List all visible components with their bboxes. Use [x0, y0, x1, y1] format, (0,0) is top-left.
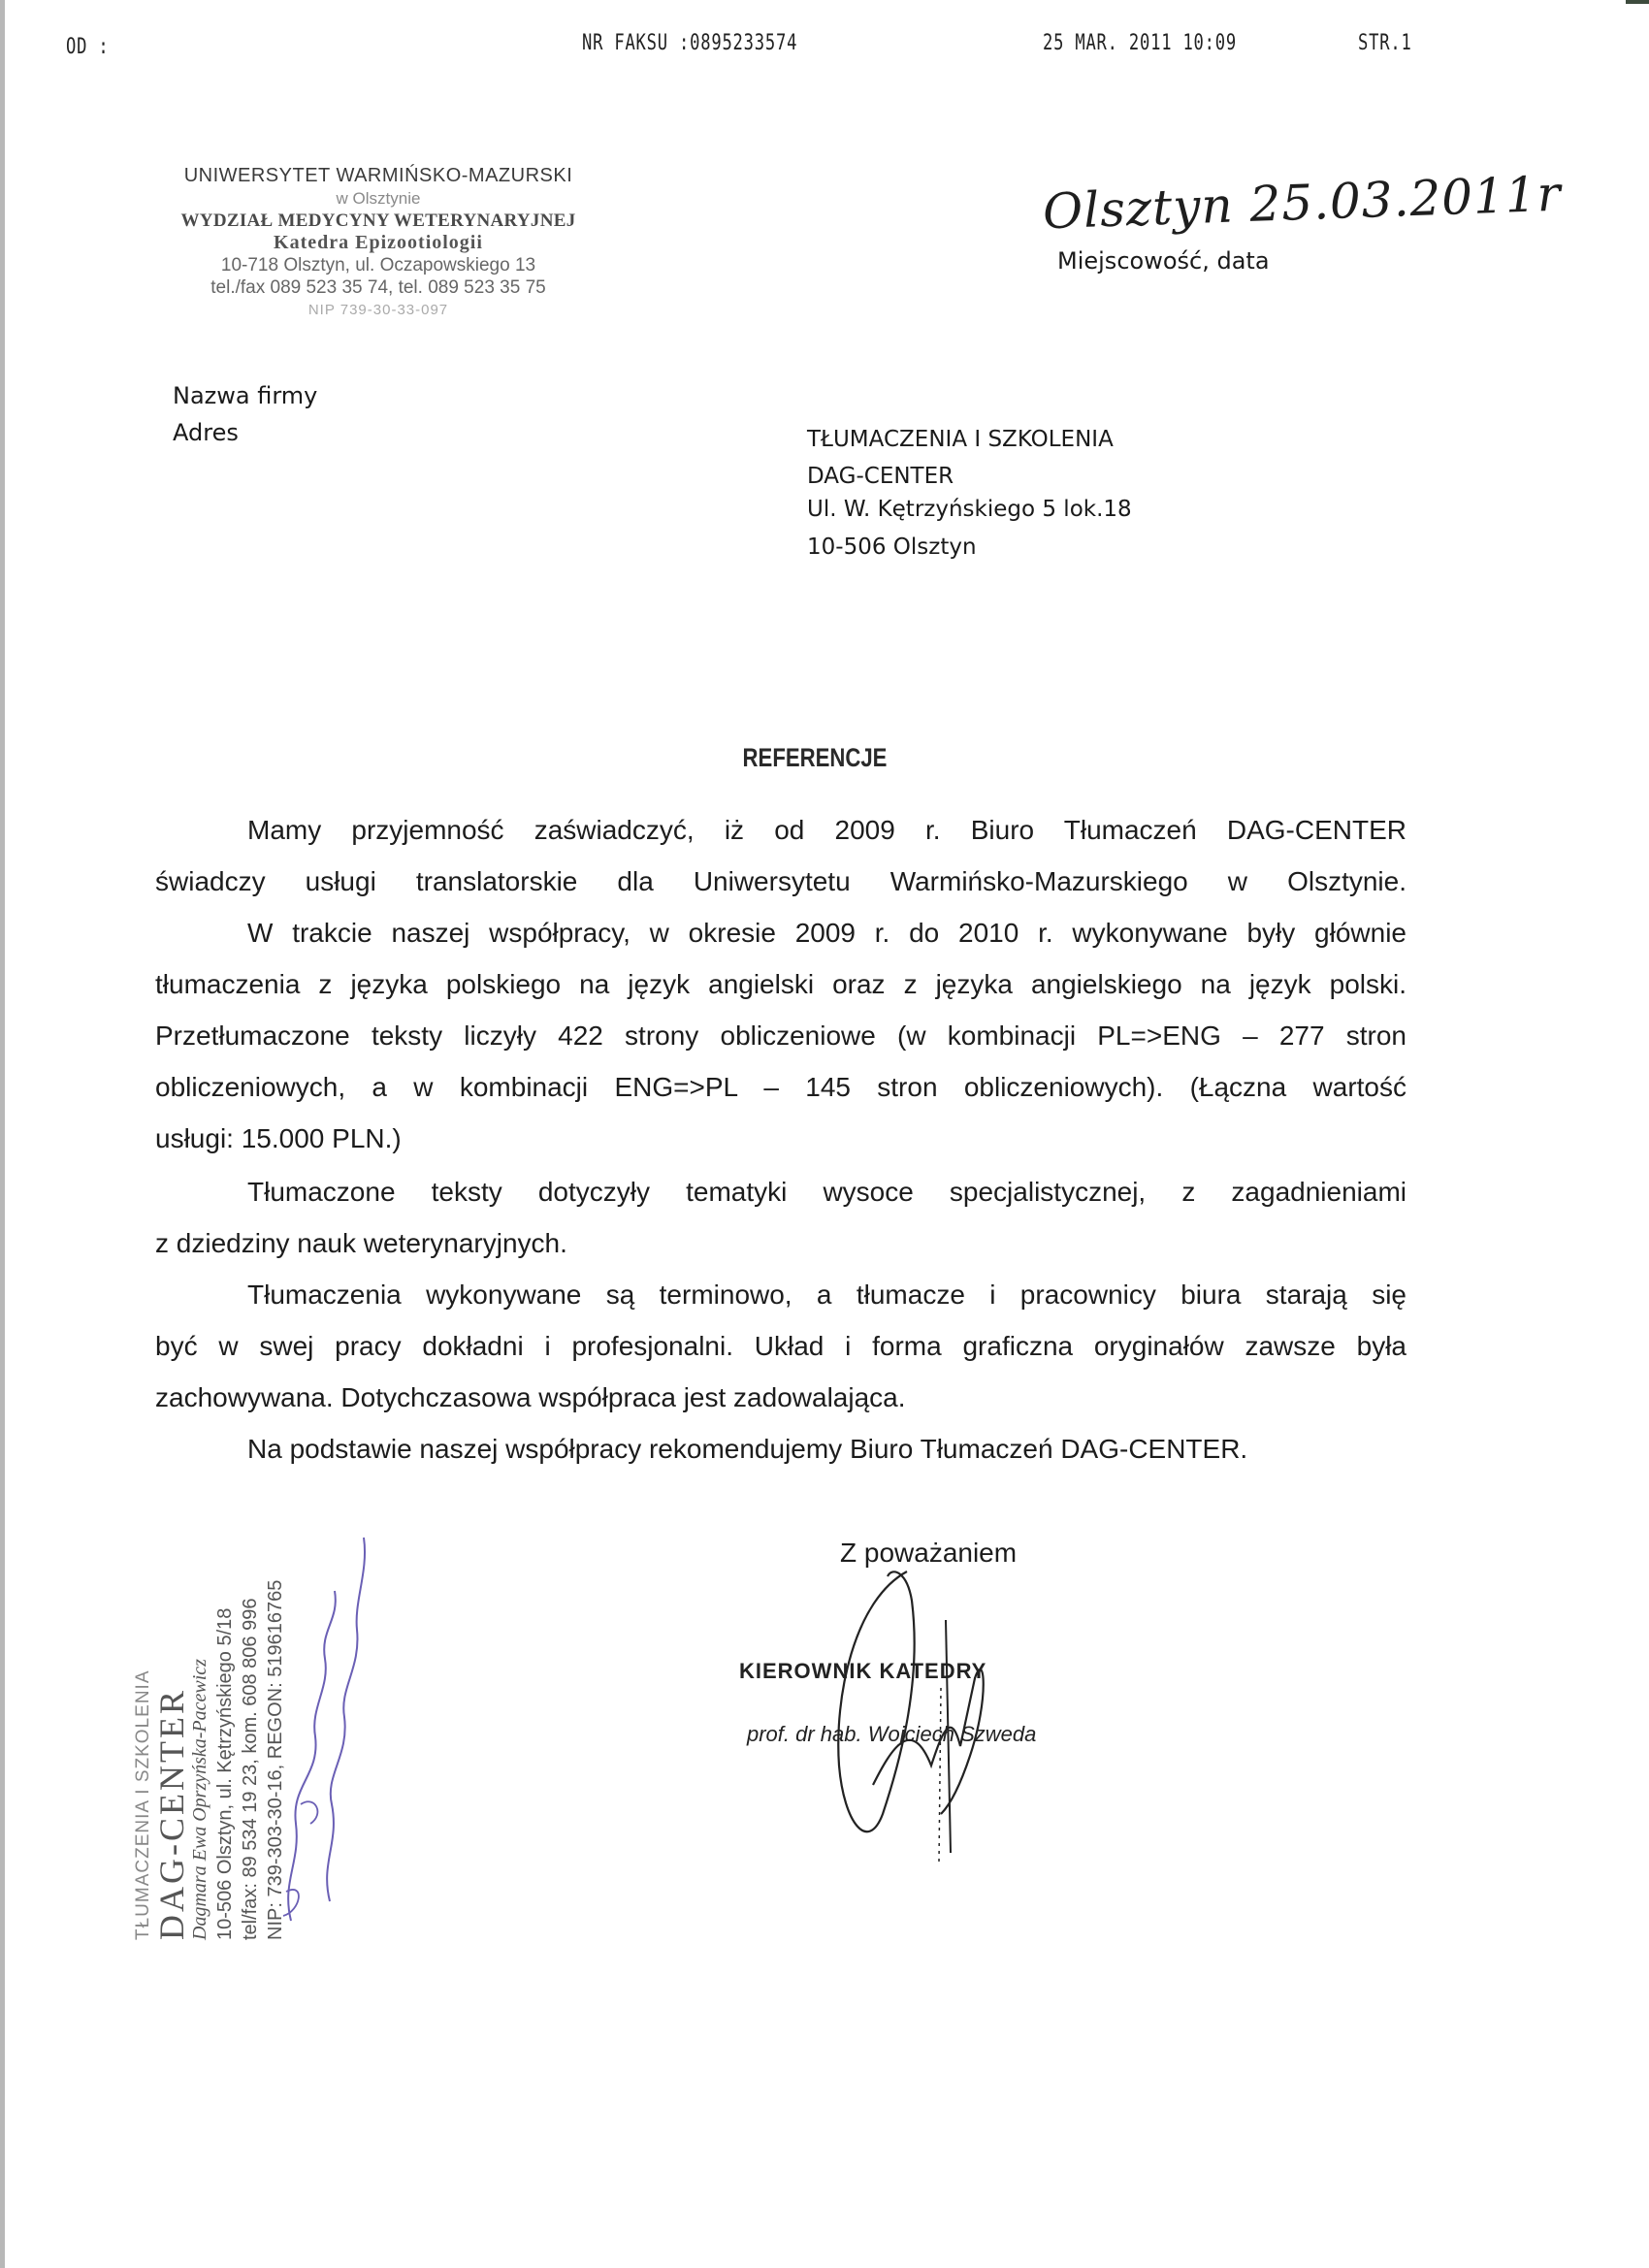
company-stamp-address: 10-506 Olsztyn, ul. Kętrzyńskiego 5/18: [214, 1607, 236, 1940]
body-line: Tłumaczenia wykonywane są terminowo, a tłumacze i pracownicy biura starają się: [247, 1280, 1406, 1310]
stamp-faculty: WYDZIAŁ MEDYCYNY WETERYNARYJNEJ: [180, 211, 576, 231]
stamp-address: 10-718 Olsztyn, ul. Oczapowskiego 13: [220, 255, 536, 275]
stamp-phone: tel./fax 089 523 35 74, tel. 089 523 35 75: [210, 277, 546, 298]
letter-title: REFERENCJE: [742, 743, 888, 772]
fax-from-label: OD :: [66, 35, 110, 59]
body-line: W trakcie naszej współpracy, w okresie 2009 r. do 2010 r. wykonywane były głównie: [247, 918, 1406, 948]
body-line: tłumaczenia z języka polskiego na język angielski oraz z języka angielskiego na język polski.: [155, 969, 1406, 999]
company-stamp-phone: tel/fax: 89 534 19 23, kom. 608 806 996: [240, 1598, 261, 1940]
university-stamp: [165, 165, 592, 321]
company-stamp-owner: Dagmara Ewa Oprzyńska-Pacewicz: [189, 1659, 210, 1940]
scan-edge: [0, 0, 5, 2268]
company-stamp: [131, 1523, 288, 1940]
company-stamp-line-1: TŁUMACZENIA I SZKOLENIA: [133, 1669, 153, 1940]
handwritten-certification: [272, 1533, 378, 1940]
scan-corner-mark: [1626, 0, 1649, 4]
company-stamp-name: DAG-CENTER: [152, 1688, 191, 1940]
body-line: z dziedziny nauk weterynaryjnych.: [155, 1228, 567, 1258]
body-line: Mamy przyjemność zaświadczyć, iż od 2009 r. Biuro Tłumaczeń DAG-CENTER: [247, 815, 1406, 845]
body-line: obliczeniowych, a w kombinacji ENG=>PL – 145 stron obliczeniowych). (Łączna wartość: [155, 1072, 1406, 1102]
body-line: być w swej pracy dokładni i profesjonalni. Układ i forma graficzna oryginałów zawsze była: [155, 1331, 1406, 1361]
body-line: zachowywana. Dotychczasowa współpraca jest zadowalająca.: [155, 1382, 906, 1412]
closing-text: Z poważaniem: [840, 1538, 1018, 1568]
body-line: usługi: 15.000 PLN.): [155, 1123, 402, 1153]
recipient-line-2: DAG-CENTER: [807, 464, 954, 489]
signatory-name: prof. dr hab. Wojciech Szweda: [747, 1722, 1037, 1746]
body-line: Tłumaczone teksty dotyczyły tematyki wysoce specjalistycznej, z zagadnieniami: [247, 1177, 1406, 1207]
body-line: świadczy usługi translatorskie dla Uniwersytetu Warmińsko-Mazurskiego w Olsztynie.: [155, 866, 1406, 896]
company-stamp-nip-regon: NIP: 739-303-30-16, REGON: 519616765: [265, 1579, 286, 1940]
stamp-nip: NIP 739-30-33-097: [307, 302, 449, 318]
address-label: Adres: [173, 419, 239, 446]
fax-number: NR FAKSU :0895233574: [582, 31, 798, 55]
company-name-label: Nazwa firmy: [173, 382, 318, 409]
body-line: Na podstawie naszej współpracy rekomendujemy Biuro Tłumaczeń DAG-CENTER.: [247, 1434, 1248, 1464]
handwritten-place-date: Olsztyn 25.03.2011r: [1042, 165, 1563, 241]
recipient-line-4: 10-506 Olsztyn: [807, 535, 977, 560]
stamp-city: w Olsztynie: [336, 189, 421, 208]
handwritten-signature: [815, 1562, 1028, 1892]
recipient-line-1: TŁUMACZENIA I SZKOLENIA: [807, 427, 1114, 452]
stamp-university-name: UNIWERSYTET WARMIŃSKO-MAZURSKI: [183, 165, 573, 186]
place-date-label: Miejscowość, data: [1057, 247, 1270, 275]
body-line: Przetłumaczone teksty liczyły 422 strony obliczeniowe (w kombinacji PL=>ENG – 277 stron: [155, 1021, 1406, 1051]
stamp-department: Katedra Epizootiologii: [274, 232, 483, 253]
signatory-title: KIEROWNIK KATEDRY: [739, 1659, 987, 1683]
recipient-line-3: Ul. W. Kętrzyńskiego 5 lok.18: [807, 497, 1132, 522]
fax-datetime: 25 MAR. 2011 10:09: [1043, 31, 1238, 55]
fax-page-number: STR.1: [1358, 31, 1412, 55]
